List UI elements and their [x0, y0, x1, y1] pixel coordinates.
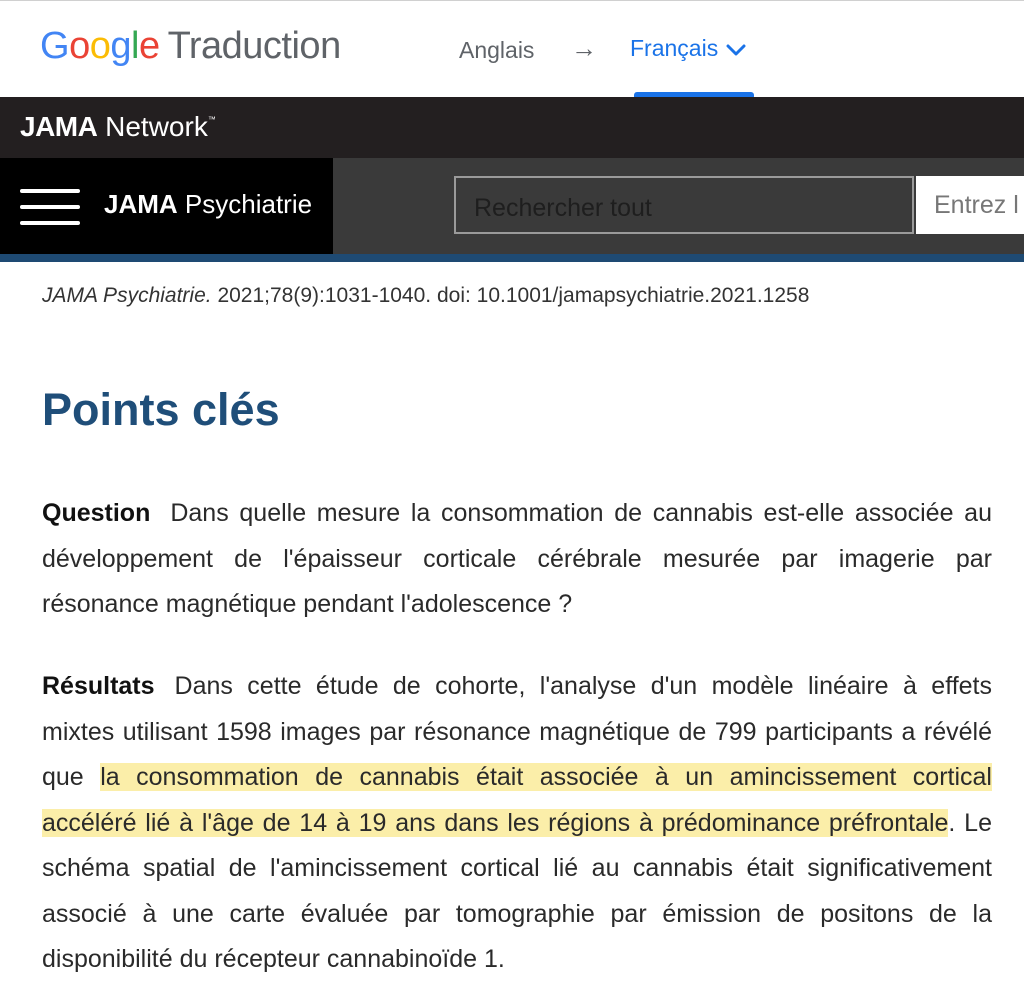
results-label: Résultats	[42, 672, 155, 700]
question-label: Question	[42, 499, 151, 527]
jama-network-bar	[0, 97, 1024, 158]
results-text-after: . Le schéma spatial de l'amincissement cortical lié au cannabis était significativement associé à une carte évaluée par tomographie par émission de positons de la disponibilité du récepteur cannabinoïde 1.	[42, 808, 992, 973]
target-language-dropdown[interactable]	[630, 35, 746, 63]
journal-header	[0, 158, 1024, 254]
source-language-button[interactable]: Anglais	[459, 37, 535, 63]
search-input[interactable]	[456, 178, 912, 232]
secondary-search-field[interactable]: Entrez l	[916, 176, 1024, 234]
target-language-label: Français	[630, 35, 719, 61]
key-point-results	[42, 664, 992, 983]
translate-product-name: Traduction	[167, 25, 341, 67]
results-text-before: Dans cette étude de cohorte, l'analyse d'un modèle linéaire à effets mixtes utilisant 1598 images par résonance magnétique de 799 participants a révélé que	[42, 672, 992, 791]
header-divider	[0, 254, 1024, 262]
section-title: Points clés	[42, 384, 280, 435]
jama-network-logo[interactable]: JAMA Network™	[20, 111, 216, 142]
search-box	[454, 176, 914, 234]
key-point-question	[42, 491, 992, 628]
arrow-right-icon: →	[571, 33, 597, 63]
journal-title[interactable]: JAMA Psychiatrie	[104, 189, 313, 219]
question-text: Dans quelle mesure la consommation de cannabis est-elle associée au développement de l'épaisseur corticale cérébrale mesurée par imagerie par résonance magnétique pendant l'adolescence ?	[42, 499, 992, 618]
google-translate-logo[interactable]: Google Traduction	[40, 25, 341, 67]
highlighted-text: la consommation de cannabis était associée à un amincissement cortical accéléré lié à l'âge de 14 à 19 ans dans les régions à prédominance préfrontale	[42, 763, 992, 837]
hamburger-icon[interactable]	[20, 189, 80, 225]
article-citation: JAMA Psychiatrie. 2021;78(9):1031-1040. doi: 10.1001/jamapsychiatrie.2021.1258	[42, 284, 810, 307]
journal-brand-block	[0, 158, 333, 254]
chevron-down-icon	[726, 36, 746, 63]
translate-bar	[0, 0, 1024, 98]
